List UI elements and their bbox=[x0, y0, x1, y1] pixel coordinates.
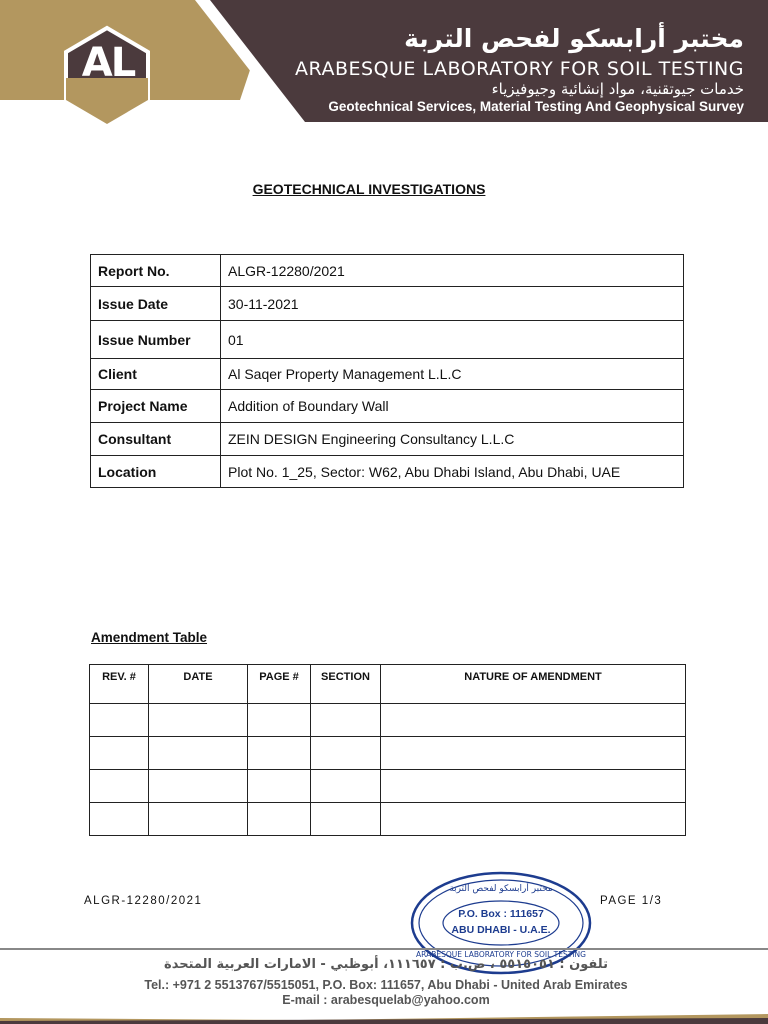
table-row bbox=[91, 255, 684, 287]
col-header-section: SECTION bbox=[311, 665, 381, 704]
stamp-arabic-text: مختبر أرابسكو لفحص التربة bbox=[449, 884, 553, 894]
table-row bbox=[91, 359, 684, 390]
table-row bbox=[91, 423, 684, 456]
table-row bbox=[90, 704, 686, 737]
footer-band bbox=[0, 1010, 768, 1024]
footer-page-number: PAGE 1/3 bbox=[600, 895, 663, 907]
table-cell bbox=[381, 803, 686, 836]
info-label: Issue Number bbox=[91, 321, 221, 359]
stamp-po-box: P.O. Box : 111657 bbox=[458, 908, 544, 920]
document-title: GEOTECHNICAL INVESTIGATIONS bbox=[252, 181, 486, 197]
stamp-english-text: ARABESQUE LABORATORY FOR SOIL TESTING bbox=[416, 950, 586, 959]
table-cell bbox=[90, 803, 149, 836]
footer-telephone: Tel.: +971 2 5513767/5515051, P.O. Box: 111657, Abu Dhabi - United Arab Emirates bbox=[144, 978, 628, 992]
table-header-row bbox=[90, 665, 686, 704]
table-row bbox=[90, 803, 686, 836]
info-value: ALGR-12280/2021 bbox=[221, 255, 684, 287]
col-header-page: PAGE # bbox=[248, 665, 311, 704]
info-label: Client bbox=[91, 359, 221, 390]
table-cell bbox=[311, 704, 381, 737]
amendment-table-title: Amendment Table bbox=[91, 630, 208, 645]
table-cell bbox=[149, 704, 248, 737]
table-row bbox=[90, 770, 686, 803]
table-cell bbox=[311, 737, 381, 770]
table-cell bbox=[248, 704, 311, 737]
footer-divider bbox=[0, 948, 768, 950]
info-value: Al Saqer Property Management L.L.C bbox=[221, 359, 684, 390]
table-cell bbox=[248, 737, 311, 770]
table-cell bbox=[381, 737, 686, 770]
info-label: Issue Date bbox=[91, 287, 221, 321]
table-cell bbox=[311, 803, 381, 836]
footer-report-ref: ALGR-12280/2021 bbox=[84, 895, 203, 907]
col-header-nature: NATURE OF AMENDMENT bbox=[381, 665, 686, 704]
table-cell bbox=[248, 803, 311, 836]
table-row bbox=[91, 456, 684, 488]
table-row bbox=[91, 390, 684, 423]
info-value: ZEIN DESIGN Engineering Consultancy L.L.C bbox=[221, 423, 684, 456]
report-info-table bbox=[90, 254, 684, 488]
table-cell bbox=[149, 803, 248, 836]
amendment-table bbox=[89, 664, 686, 836]
logo-text: AL bbox=[81, 40, 135, 86]
info-label: Location bbox=[91, 456, 221, 488]
info-value: Addition of Boundary Wall bbox=[221, 390, 684, 423]
table-cell bbox=[149, 770, 248, 803]
table-row bbox=[91, 287, 684, 321]
table-cell bbox=[149, 737, 248, 770]
info-label: Consultant bbox=[91, 423, 221, 456]
footer-email: E-mail : arabesquelab@yahoo.com bbox=[282, 993, 490, 1007]
info-label: Project Name bbox=[91, 390, 221, 423]
table-cell bbox=[248, 770, 311, 803]
stamp-city: ABU DHABI - U.A.E. bbox=[451, 924, 551, 936]
table-row bbox=[90, 737, 686, 770]
table-cell bbox=[90, 704, 149, 737]
table-cell bbox=[90, 737, 149, 770]
info-value: 01 bbox=[221, 321, 684, 359]
col-header-rev: REV. # bbox=[90, 665, 149, 704]
info-value: 30-11-2021 bbox=[221, 287, 684, 321]
table-cell bbox=[381, 770, 686, 803]
table-cell bbox=[311, 770, 381, 803]
table-cell bbox=[90, 770, 149, 803]
col-header-date: DATE bbox=[149, 665, 248, 704]
footer-arabic-contact: تلفون : ٥٥١٥٠٥١ ، ص.ب : ١١١٦٥٧، أبوظبي - الامارات العربية المتحدة bbox=[164, 957, 608, 972]
info-label: Report No. bbox=[91, 255, 221, 287]
header-english-subtitle: Geotechnical Services, Material Testing And Geophysical Survey bbox=[328, 99, 744, 114]
header-english-title: ARABESQUE LABORATORY FOR SOIL TESTING bbox=[295, 58, 744, 80]
header-arabic-subtitle: خدمات جيوتقنية، مواد إنشائية وجيوفيزياء bbox=[491, 80, 744, 98]
table-row bbox=[91, 321, 684, 359]
letterhead bbox=[0, 0, 768, 140]
info-value: Plot No. 1_25, Sector: W62, Abu Dhabi Island, Abu Dhabi, UAE bbox=[221, 456, 684, 488]
table-cell bbox=[381, 704, 686, 737]
header-arabic-title: مختبر أرابسكو لفحص التربة bbox=[404, 24, 744, 53]
